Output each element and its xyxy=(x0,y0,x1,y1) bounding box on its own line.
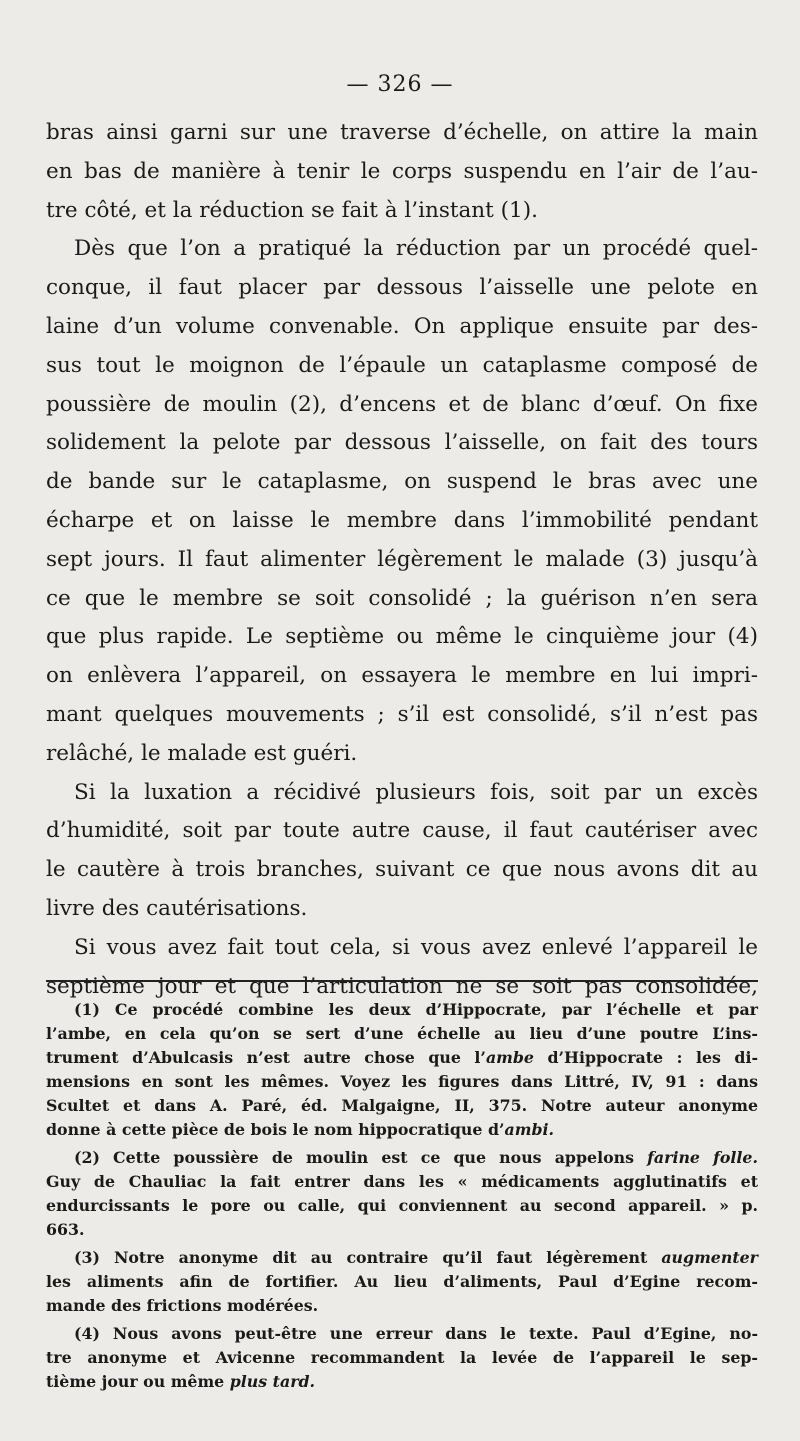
footnote-italic: ambe xyxy=(485,1048,534,1067)
footnote-line: l’ambe, en cela qu’on se sert d’une échelle au lieu d’une poutre L’ins- xyxy=(46,1024,758,1043)
text-line: solidement la pelote par dessous l’aisselle, on fait des tours xyxy=(46,430,758,456)
text-line: poussière de moulin (2), d’encens et de blanc d’œuf. On fixe xyxy=(46,391,758,417)
text-line: bras ainsi garni sur une traverse d’échelle, on attire la main xyxy=(46,120,758,145)
main-text xyxy=(46,114,758,1006)
footnote-3 xyxy=(46,1246,758,1318)
text-line: septième jour et que l’articulation ne se soit pas consolidée, xyxy=(46,973,758,999)
footnote-line: mande des frictions modérées. xyxy=(46,1296,319,1315)
text-line: sus tout le moignon de l’épaule un cataplasme composé de xyxy=(46,352,758,378)
footnote-text: d’Hippocrate : les di- xyxy=(533,1048,759,1067)
paragraph-1 xyxy=(46,114,758,230)
text-line: Si la luxation a récidivé plusieurs fois, soit par un excès xyxy=(74,779,758,805)
text-line: tre côté, et la réduction se fait à l’instant (1). xyxy=(46,197,538,223)
footnote-italic: farine folle. xyxy=(647,1148,758,1167)
text-line: le cautère à trois branches, suivant ce que nous avons dit au xyxy=(46,857,758,883)
paragraph-3 xyxy=(46,774,758,929)
footnote-text: trument d’Abulcasis n’est autre chose que l’ xyxy=(46,1048,486,1067)
footnote-line: Scultet et dans A. Paré, éd. Malgaigne, II, 375. Notre auteur anonyme xyxy=(46,1096,758,1115)
text-line: relâché, le malade est guéri. xyxy=(46,740,358,766)
footnote-line xyxy=(46,1370,758,1394)
footnotes xyxy=(46,998,758,1398)
footnote-4 xyxy=(46,1322,758,1394)
text-line: livre des cautérisations. xyxy=(46,895,308,921)
footnote-text: (3) Notre anonyme dit au contraire qu’il faut légèrement xyxy=(74,1248,662,1267)
footnote-line xyxy=(46,1146,758,1170)
footnote-text: (2) Cette poussière de moulin est ce que nous appelons xyxy=(74,1148,648,1167)
text-line: Dès que l’on a pratiqué la réduction par un procédé quel- xyxy=(74,236,758,262)
paragraph-2 xyxy=(46,230,758,773)
footnote-line: Guy de Chauliac la fait entrer dans les « médicaments agglutinatifs et xyxy=(46,1172,758,1191)
text-line: on enlèvera l’appareil, on essayera le membre en lui impri- xyxy=(46,663,758,689)
footnote-1 xyxy=(46,998,758,1142)
text-line: sept jours. Il faut alimenter légèrement le malade (3) jusqu’à xyxy=(46,546,758,572)
text-line: de bande sur le cataplasme, on suspend le bras avec une xyxy=(46,469,758,495)
text-line: que plus rapide. Le septième ou même le cinquième jour (4) xyxy=(46,624,758,650)
text-line: écharpe et on laisse le membre dans l’immobilité pendant xyxy=(46,507,758,533)
text-line: en bas de manière à tenir le corps suspendu en l’air de l’au- xyxy=(46,158,758,184)
page-number: — 326 — xyxy=(346,72,454,97)
footnote-line xyxy=(46,1118,758,1142)
text-line: mant quelques mouvements ; s’il est consolidé, s’il n’est pas xyxy=(46,701,758,727)
footnote-line: mensions en sont les mêmes. Voyez les figures dans Littré, IV, 91 : dans xyxy=(46,1072,758,1091)
footnote-line: les aliments afin de fortifier. Au lieu d’aliments, Paul d’Egine recom- xyxy=(46,1272,758,1291)
footnote-line: (4) Nous avons peut-être une erreur dans le texte. Paul d’Egine, no- xyxy=(74,1324,758,1343)
paragraph-4 xyxy=(46,929,758,1007)
text-line: Si vous avez fait tout cela, si vous avez enlevé l’appareil le xyxy=(74,934,758,960)
footnote-text: tième jour ou même xyxy=(46,1372,230,1391)
footnote-line xyxy=(46,1046,758,1070)
footnote-line xyxy=(46,1246,758,1270)
footnote-italic: ambi. xyxy=(504,1120,554,1139)
text-line: conque, il faut placer par dessous l’aisselle une pelote en xyxy=(46,275,758,301)
footnote-line: tre anonyme et Avicenne recommandent la levée de l’appareil le sep- xyxy=(46,1348,758,1367)
text-line: laine d’un volume convenable. On applique ensuite par des- xyxy=(46,313,758,339)
footnote-divider xyxy=(46,980,758,982)
footnote-italic: augmenter xyxy=(661,1248,758,1267)
footnote-text: donne à cette pièce de bois le nom hippocratique d’ xyxy=(46,1120,505,1139)
footnote-italic: plus tard. xyxy=(229,1372,316,1391)
text-line: ce que le membre se soit consolidé ; la guérison n’en sera xyxy=(46,585,758,611)
text-line: d’humidité, soit par toute autre cause, il faut cautériser avec xyxy=(46,818,758,844)
footnote-2 xyxy=(46,1146,758,1242)
footnote-line: endurcissants le pore ou calle, qui conviennent au second appareil. » p. xyxy=(46,1196,758,1215)
footnote-line: 663. xyxy=(46,1220,85,1239)
footnote-line: (1) Ce procédé combine les deux d’Hippocrate, par l’échelle et par xyxy=(74,1000,758,1019)
